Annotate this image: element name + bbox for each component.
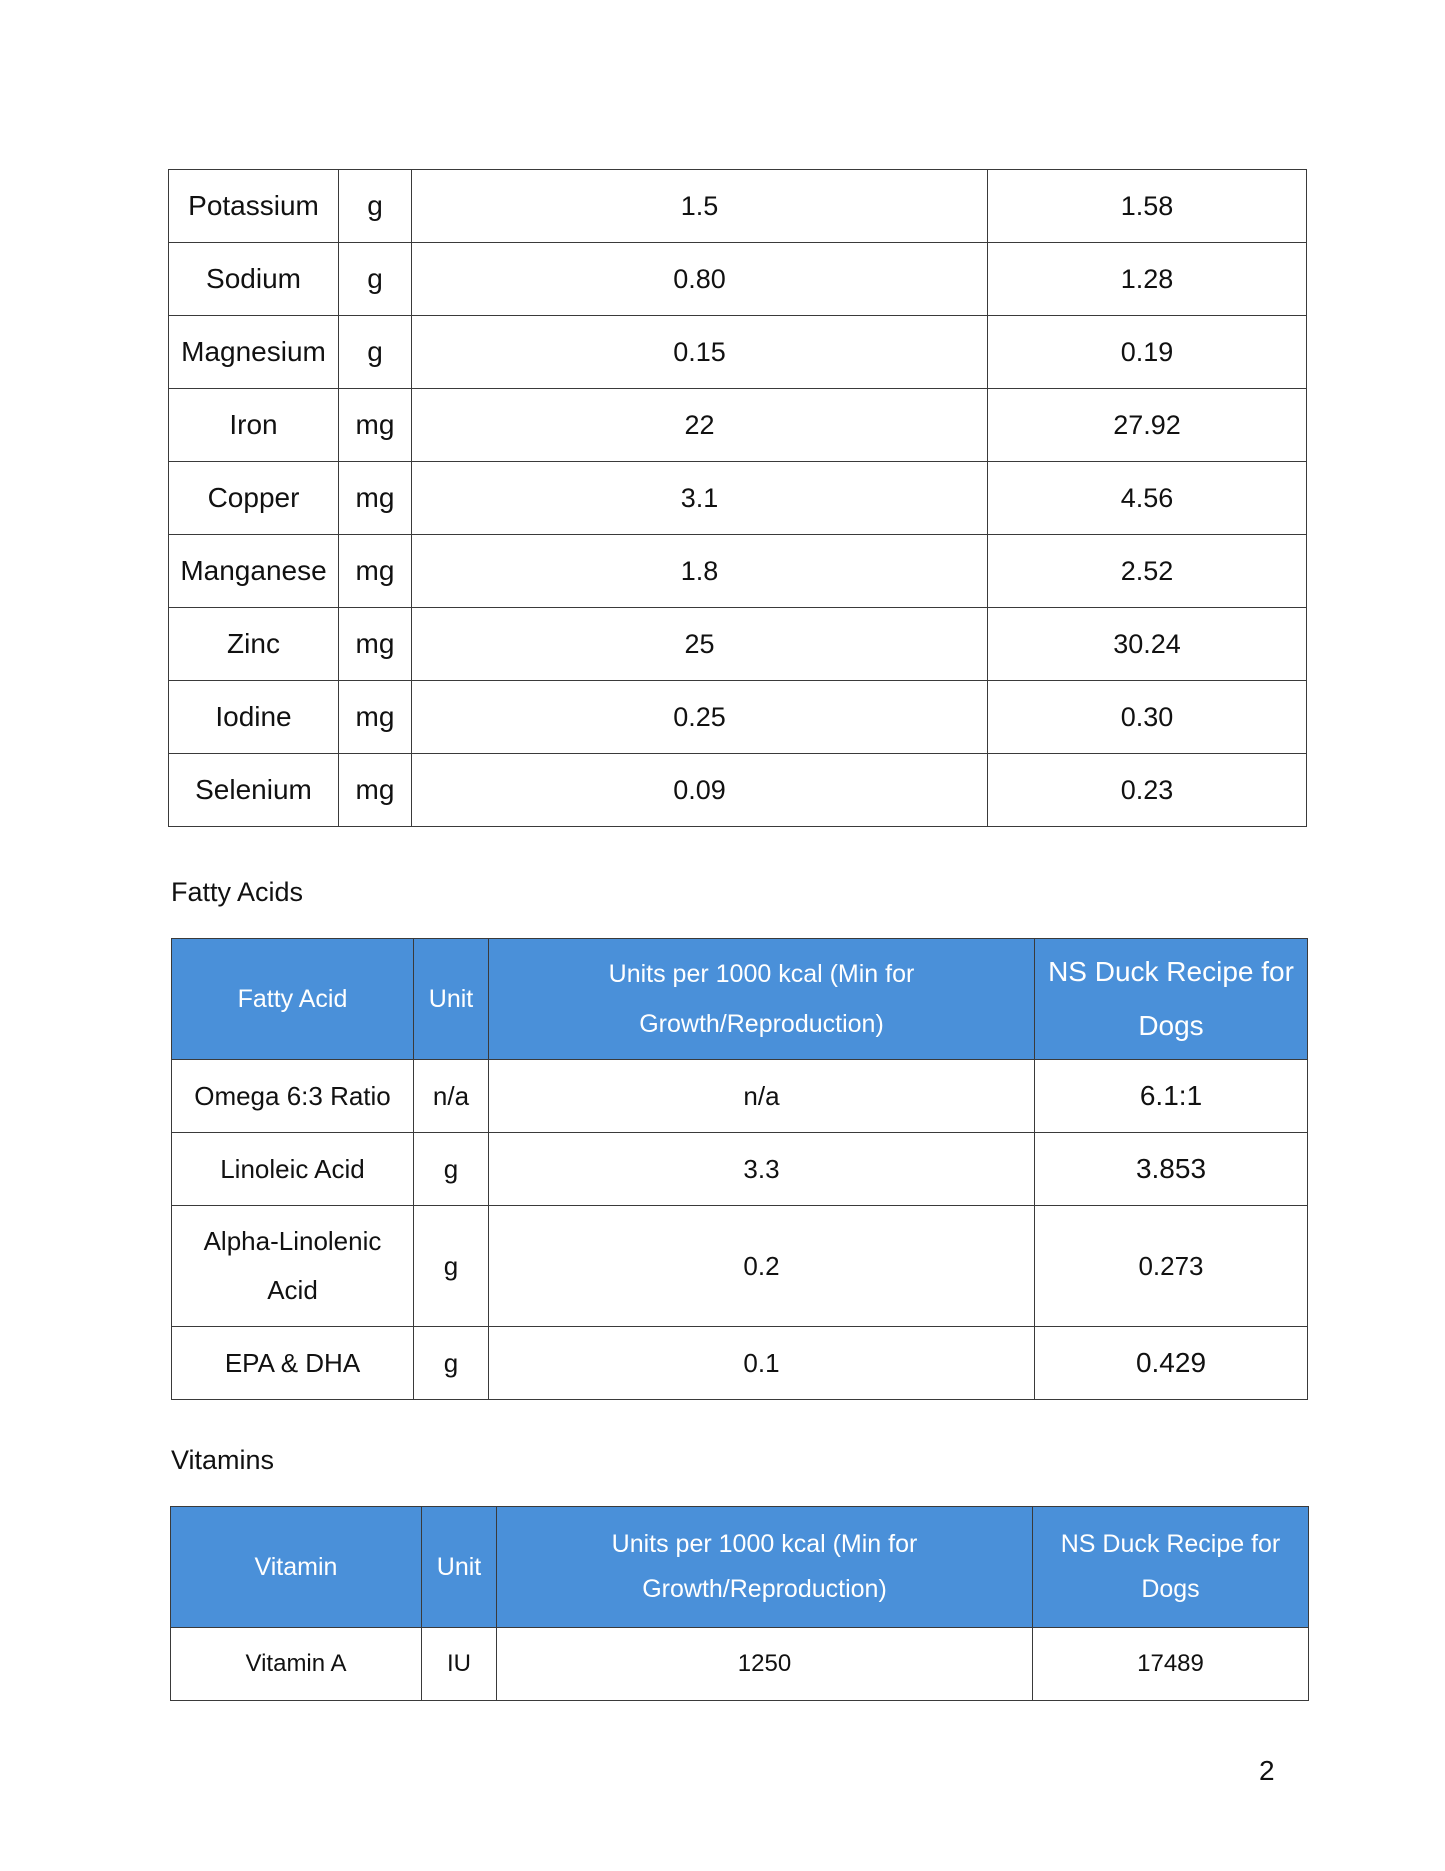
nutrient-name: Magnesium — [169, 316, 339, 389]
fatty-acid-name — [172, 1206, 414, 1327]
table-row — [169, 535, 1307, 608]
nutrient-name: Copper — [169, 462, 339, 535]
fatty-acid-name-text: Alpha-Linolenic Acid — [203, 1226, 382, 1305]
nutrient-name: Iron — [169, 389, 339, 462]
table-row — [169, 681, 1307, 754]
min-value: 1250 — [497, 1628, 1033, 1701]
header-unit: Unit — [414, 939, 489, 1060]
vitamins-heading: Vitamins — [171, 1445, 275, 1475]
header-unit: Unit — [422, 1507, 497, 1628]
header-fatty-acid: Fatty Acid — [172, 939, 414, 1060]
header-recipe — [1033, 1507, 1309, 1628]
nutrient-unit: mg — [339, 462, 412, 535]
nutrient-unit: g — [339, 316, 412, 389]
min-value: 0.1 — [489, 1327, 1035, 1400]
fatty-acid-unit: n/a — [414, 1060, 489, 1133]
nutrient-unit: mg — [339, 608, 412, 681]
recipe-value: 0.23 — [988, 754, 1307, 827]
table-row — [169, 316, 1307, 389]
nutrient-name: Iodine — [169, 681, 339, 754]
recipe-value: 0.273 — [1035, 1206, 1308, 1327]
nutrient-unit: mg — [339, 681, 412, 754]
fatty-acid-unit: g — [414, 1206, 489, 1327]
table-row — [169, 170, 1307, 243]
table-header-row — [172, 939, 1308, 1060]
fatty-acid-name: Omega 6:3 Ratio — [172, 1060, 414, 1133]
nutrient-name: Potassium — [169, 170, 339, 243]
table-row — [169, 608, 1307, 681]
vitamins-table — [170, 1506, 1309, 1701]
min-value: 0.09 — [412, 754, 988, 827]
nutrient-name: Zinc — [169, 608, 339, 681]
fatty-acid-unit: g — [414, 1327, 489, 1400]
recipe-value: 0.30 — [988, 681, 1307, 754]
min-value: 3.3 — [489, 1133, 1035, 1206]
recipe-value: 17489 — [1033, 1628, 1309, 1701]
table-row — [172, 1327, 1308, 1400]
vitamin-name: Vitamin A — [171, 1628, 422, 1701]
header-min-units: Units per 1000 kcal (Min for Growth/Reproduction) — [497, 1507, 1033, 1628]
nutrient-name: Manganese — [169, 535, 339, 608]
fatty-acid-name: Linoleic Acid — [172, 1133, 414, 1206]
min-value: 0.2 — [489, 1206, 1035, 1327]
header-recipe: NS Duck Recipe for Dogs — [1035, 939, 1308, 1060]
table-row — [172, 1206, 1308, 1327]
recipe-value: 0.19 — [988, 316, 1307, 389]
min-value: 3.1 — [412, 462, 988, 535]
table-row — [169, 754, 1307, 827]
nutrient-unit: g — [339, 243, 412, 316]
table-header-row — [171, 1507, 1309, 1628]
recipe-value: 6.1:1 — [1035, 1060, 1308, 1133]
fatty-acids-table — [171, 938, 1308, 1400]
min-value: 0.80 — [412, 243, 988, 316]
table-row — [172, 1133, 1308, 1206]
fatty-acid-unit: g — [414, 1133, 489, 1206]
nutrient-unit: mg — [339, 535, 412, 608]
min-value: 1.5 — [412, 170, 988, 243]
min-value: n/a — [489, 1060, 1035, 1133]
recipe-value: 1.58 — [988, 170, 1307, 243]
nutrient-unit: g — [339, 170, 412, 243]
recipe-value: 4.56 — [988, 462, 1307, 535]
recipe-value: 3.853 — [1035, 1133, 1308, 1206]
nutrient-name: Sodium — [169, 243, 339, 316]
nutrient-unit: mg — [339, 389, 412, 462]
recipe-value: 0.429 — [1035, 1327, 1308, 1400]
table-row — [169, 243, 1307, 316]
recipe-value: 2.52 — [988, 535, 1307, 608]
nutrient-unit: mg — [339, 754, 412, 827]
table-row — [169, 389, 1307, 462]
min-value: 0.15 — [412, 316, 988, 389]
table-row — [171, 1628, 1309, 1701]
min-value: 25 — [412, 608, 988, 681]
table-row — [172, 1060, 1308, 1133]
recipe-value: 30.24 — [988, 608, 1307, 681]
recipe-value: 27.92 — [988, 389, 1307, 462]
page-number: 2 — [1259, 1755, 1275, 1786]
minerals-table — [168, 169, 1307, 827]
nutrient-name: Selenium — [169, 754, 339, 827]
table-row — [169, 462, 1307, 535]
fatty-acid-name: EPA & DHA — [172, 1327, 414, 1400]
recipe-value: 1.28 — [988, 243, 1307, 316]
vitamin-unit: IU — [422, 1628, 497, 1701]
header-vitamin: Vitamin — [171, 1507, 422, 1628]
min-value: 1.8 — [412, 535, 988, 608]
min-value: 0.25 — [412, 681, 988, 754]
fatty-acids-heading: Fatty Acids — [171, 877, 304, 907]
min-value: 22 — [412, 389, 988, 462]
header-min-units: Units per 1000 kcal (Min for Growth/Reproduction) — [489, 939, 1035, 1060]
header-recipe-text: NS Duck Recipe for Dogs — [1060, 1530, 1281, 1603]
